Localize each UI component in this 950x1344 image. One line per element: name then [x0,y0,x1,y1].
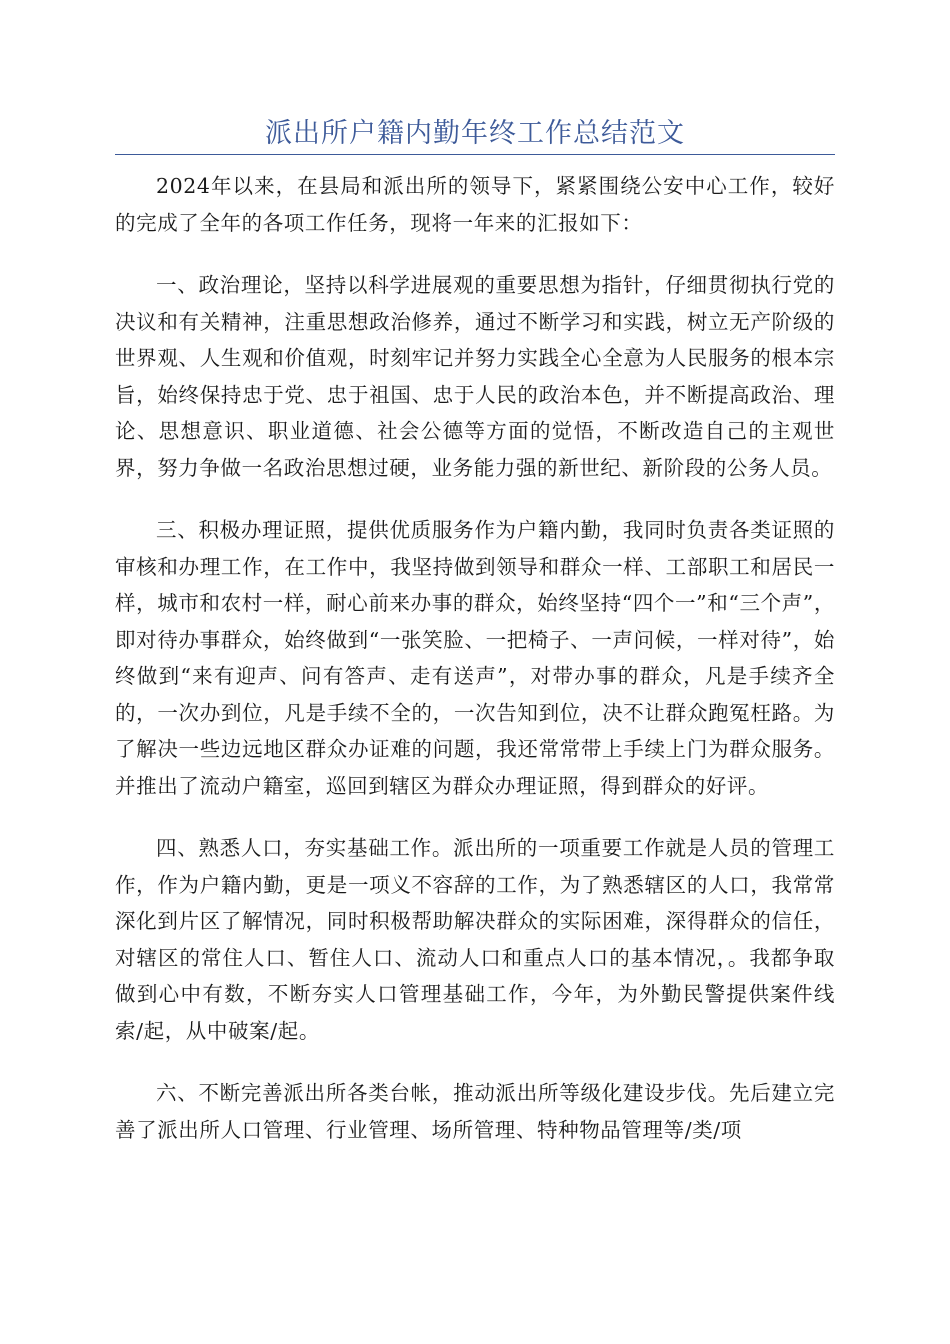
paragraph-population: 四、熟悉人口，夯实基础工作。派出所的一项重要工作就是人员的管理工作，作为户籍内勤，更是一项义不容辞的工作，为了熟悉辖区的人口，我常常深化到片区了解情况，同时积极帮助解决群众的实际困难，深得群众的信任，对辖区的常住人口、暂住人口、流动人口和重点人口的基本情况，。我都争取做到心中有数，不断夯实人口管理基础工作，今年，为外勤民警提供案件线索/起，从中破案/起。 [115,836,835,1043]
document-title: 派出所户籍内勤年终工作总结范文 [265,118,685,149]
paragraph-certificates: 三、积极办理证照，提供优质服务作为户籍内勤，我同时负责各类证照的审核和办理工作，在工作中，我坚持做到领导和群众一样、工部职工和居民一样，城市和农村一样，耐心前来办事的群众，始终坚持“四个一”和“三个声”，即对待办事群众，始终做到“一张笑脸、一把椅子、一声问候，一样对待”，始终做到“来有迎声、问有答声、走有送声”，对带办事的群众，凡是手续齐全的，一次办到位，凡是手续不全的，一次告知到位，决不让群众跑冤枉路。为了解决一些边远地区群众办证难的问题，我还常常带上手续上门为群众服务。并推出了流动户籍室，巡回到辖区为群众办理证照，得到群众的好评。 [115,518,835,798]
paragraph-intro: 2024年以来，在县局和派出所的领导下，紧紧围绕公安中心工作，较好的完成了全年的各项工作任务，现将一年来的汇报如下： [115,174,835,235]
paragraph-political-theory: 一、政治理论，坚持以科学进展观的重要思想为指针，仔细贯彻执行党的决议和有关精神，注重思想政治修养，通过不断学习和实践，树立无产阶级的世界观、人生观和价值观，时刻牢记并努力实践全心全意为人民服务的根本宗旨，始终保持忠于党、忠于祖国、忠于人民的政治本色，并不断提高政治、理论、思想意识、职业道德、社会公德等方面的觉悟，不断改造自己的主观世界，努力争做一名政治思想过硬，业务能力强的新世纪、新阶段的公务人员。 [115,273,835,480]
document-body [115,168,835,1174]
paragraph-ledgers: 六、不断完善派出所各类台帐，推动派出所等级化建设步伐。先后建立完善了派出所人口管理、行业管理、场所管理、特种物品管理等/类/项 [115,1081,835,1142]
title-underline [115,154,835,155]
